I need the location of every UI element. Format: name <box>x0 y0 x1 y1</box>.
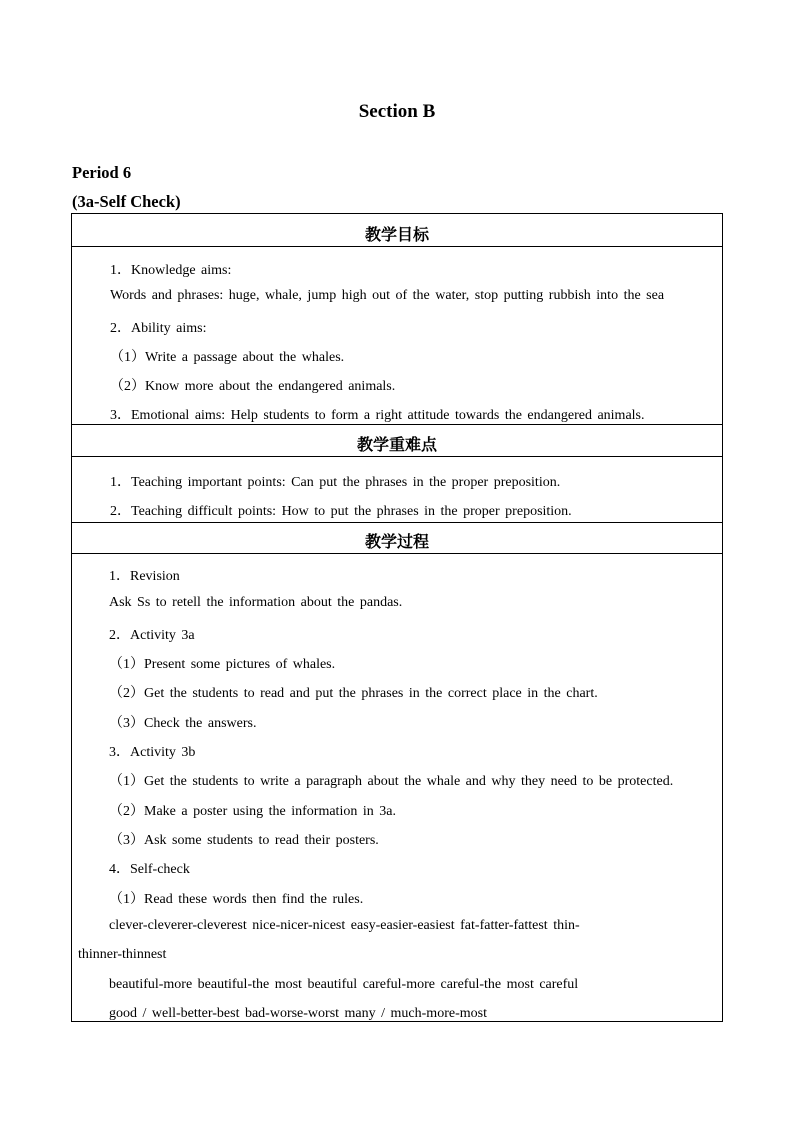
objective-line: （2）Know more about the endangered animals. <box>110 379 396 394</box>
procedure-line: 2．Activity 3a <box>109 628 195 643</box>
section-heading-procedure: 教学过程 <box>364 532 429 551</box>
procedure-line: （3）Ask some students to read their posters. <box>109 833 379 848</box>
objective-line: （1）Write a passage about the whales. <box>110 350 345 365</box>
procedure-line: 4．Self-check <box>109 862 190 877</box>
lesson-subtitle: (3a-Self Check) <box>72 192 181 211</box>
lesson-plan-table <box>71 213 723 1022</box>
procedure-line: beautiful-more beautiful-the most beautiful careful-more careful-the most careful <box>109 977 579 992</box>
objective-line: Words and phrases: huge, whale, jump high out of the water, stop putting rubbish into the sea <box>110 288 665 303</box>
key-point-line: 1．Teaching important points: Can put the phrases in the proper preposition. <box>110 475 561 490</box>
procedure-line: （1）Get the students to write a paragraph about the whale and why they need to be protected. <box>109 774 674 789</box>
procedure-line: （3）Check the answers. <box>109 716 257 731</box>
section-heading-objectives: 教学目标 <box>364 225 429 244</box>
procedure-line: 3．Activity 3b <box>109 745 196 760</box>
procedure-line: Ask Ss to retell the information about the pandas. <box>109 595 403 610</box>
procedure-line: thinner-thinnest <box>78 947 167 962</box>
procedure-line: （2）Get the students to read and put the phrases in the correct place in the chart. <box>109 686 598 701</box>
objective-line: 3．Emotional aims: Help students to form a right attitude towards the endangered animals. <box>110 408 645 423</box>
table-divider <box>72 522 722 523</box>
procedure-line: 1．Revision <box>109 569 180 584</box>
period-heading: Period 6 <box>72 163 132 182</box>
procedure-line: clever-cleverer-cleverest nice-nicer-nicest easy-easier-easiest fat-fatter-fattest thin- <box>109 918 580 933</box>
key-point-line: 2．Teaching difficult points: How to put the phrases in the proper preposition. <box>110 504 572 519</box>
table-divider <box>72 553 722 554</box>
table-divider <box>72 424 722 425</box>
objective-line: 1．Knowledge aims: <box>110 263 232 278</box>
procedure-line: （1）Read these words then find the rules. <box>109 892 364 907</box>
page-title: Section B <box>358 101 436 122</box>
procedure-line: （2）Make a poster using the information in 3a. <box>109 804 396 819</box>
objective-line: 2．Ability aims: <box>110 321 207 336</box>
section-heading-key-points: 教学重难点 <box>356 435 437 454</box>
procedure-line: good / well-better-best bad-worse-worst many / much-more-most <box>109 1006 487 1021</box>
table-divider <box>72 456 722 457</box>
table-divider <box>72 246 722 247</box>
procedure-line: （1）Present some pictures of whales. <box>109 657 336 672</box>
